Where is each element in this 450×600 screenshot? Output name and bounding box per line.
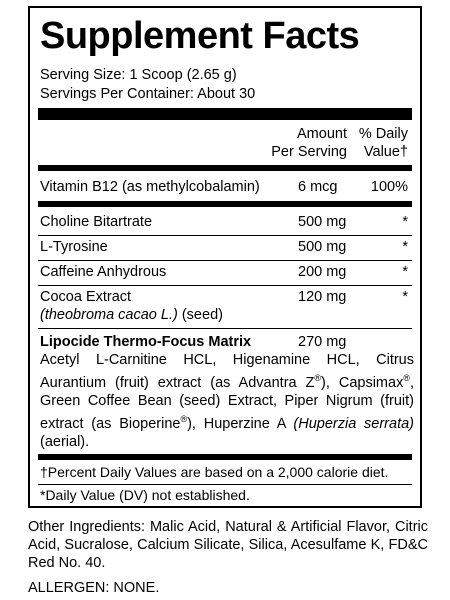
row-divider (38, 285, 412, 286)
row-divider (38, 260, 412, 261)
panel-title: Supplement Facts (40, 15, 360, 57)
serving-size: Serving Size: 1 Scoop (2.65 g) (40, 67, 237, 83)
vitamin-dv: 100% (370, 179, 408, 195)
daily-value-header: % Daily Value† (358, 126, 408, 160)
blend-ingredients: Acetyl L-Carnitine HCL, Higenamine HCL, Citrus Aurantium (fruit) extract (as Advantra Z®), Capsimax®, Green Coffee Bean (seed) Extract, Piper Nigrum (fruit) extract (as Bioperine®), Huperzine A (Huperzia serrata) (aerial). (40, 352, 415, 450)
blend-name: Lipocide Thermo-Focus Matrix (40, 334, 252, 350)
divider-medium (38, 201, 412, 207)
servings-per-container: Servings Per Container: About 30 (40, 86, 256, 102)
footnote-percent-dv: †Percent Daily Values are based on a 2,000 calorie diet. (40, 464, 389, 480)
divider-medium (38, 165, 412, 171)
row-divider (38, 484, 412, 485)
amount-per-serving-header: Amount Per Serving (271, 126, 347, 160)
other-ingredients: Other Ingredients: Malic Acid, Natural & Artificial Flavor, Citric Acid, Sucralose, Calcium Silicate, Silica, Acesulfame K, FD&C Red No. 40. (28, 519, 428, 571)
divider-medium (38, 454, 412, 460)
supplement-facts-panel: Supplement Facts Serving Size: 1 Scoop (2.65 g) Servings Per Container: About 30 Amount Per Serving % Daily Value† Vitamin B12 (as methylcobalamin) 6 mcg 100% Choline Bitartrate 500 mg * L-Tyrosine 500 mg * Caffeine Anhydrous 200 mg * Cocoa Extract 120 mg * (theobroma cacao L.) (seed) Lipocide Thermo-Focus Matrix 270 mg Acetyl L-Carnitine HCL, Higenamine HCL, Citrus Aurantium (fruit) extract (as Advantra Z®), Capsimax®, Green Coffee Bean (seed) Extract, Piper Nigrum (fruit) extract (as Bioperine®), Huperzine A (Huperzia serrata) (aerial). †Percent Daily Values are based on a 2,000 calorie diet. *Daily Value (DV) not established. (28, 6, 422, 508)
blend-amount: 270 mg (298, 334, 347, 350)
allergen-statement: ALLERGEN: NONE. (28, 580, 160, 596)
row-divider (38, 235, 412, 236)
divider-thick (38, 108, 412, 120)
row-divider (38, 328, 412, 329)
vitamin-name: Vitamin B12 (as methylcobalamin) (40, 179, 260, 195)
footnote-dv-not-established: *Daily Value (DV) not established. (40, 487, 250, 503)
vitamin-amount: 6 mcg (298, 179, 338, 195)
